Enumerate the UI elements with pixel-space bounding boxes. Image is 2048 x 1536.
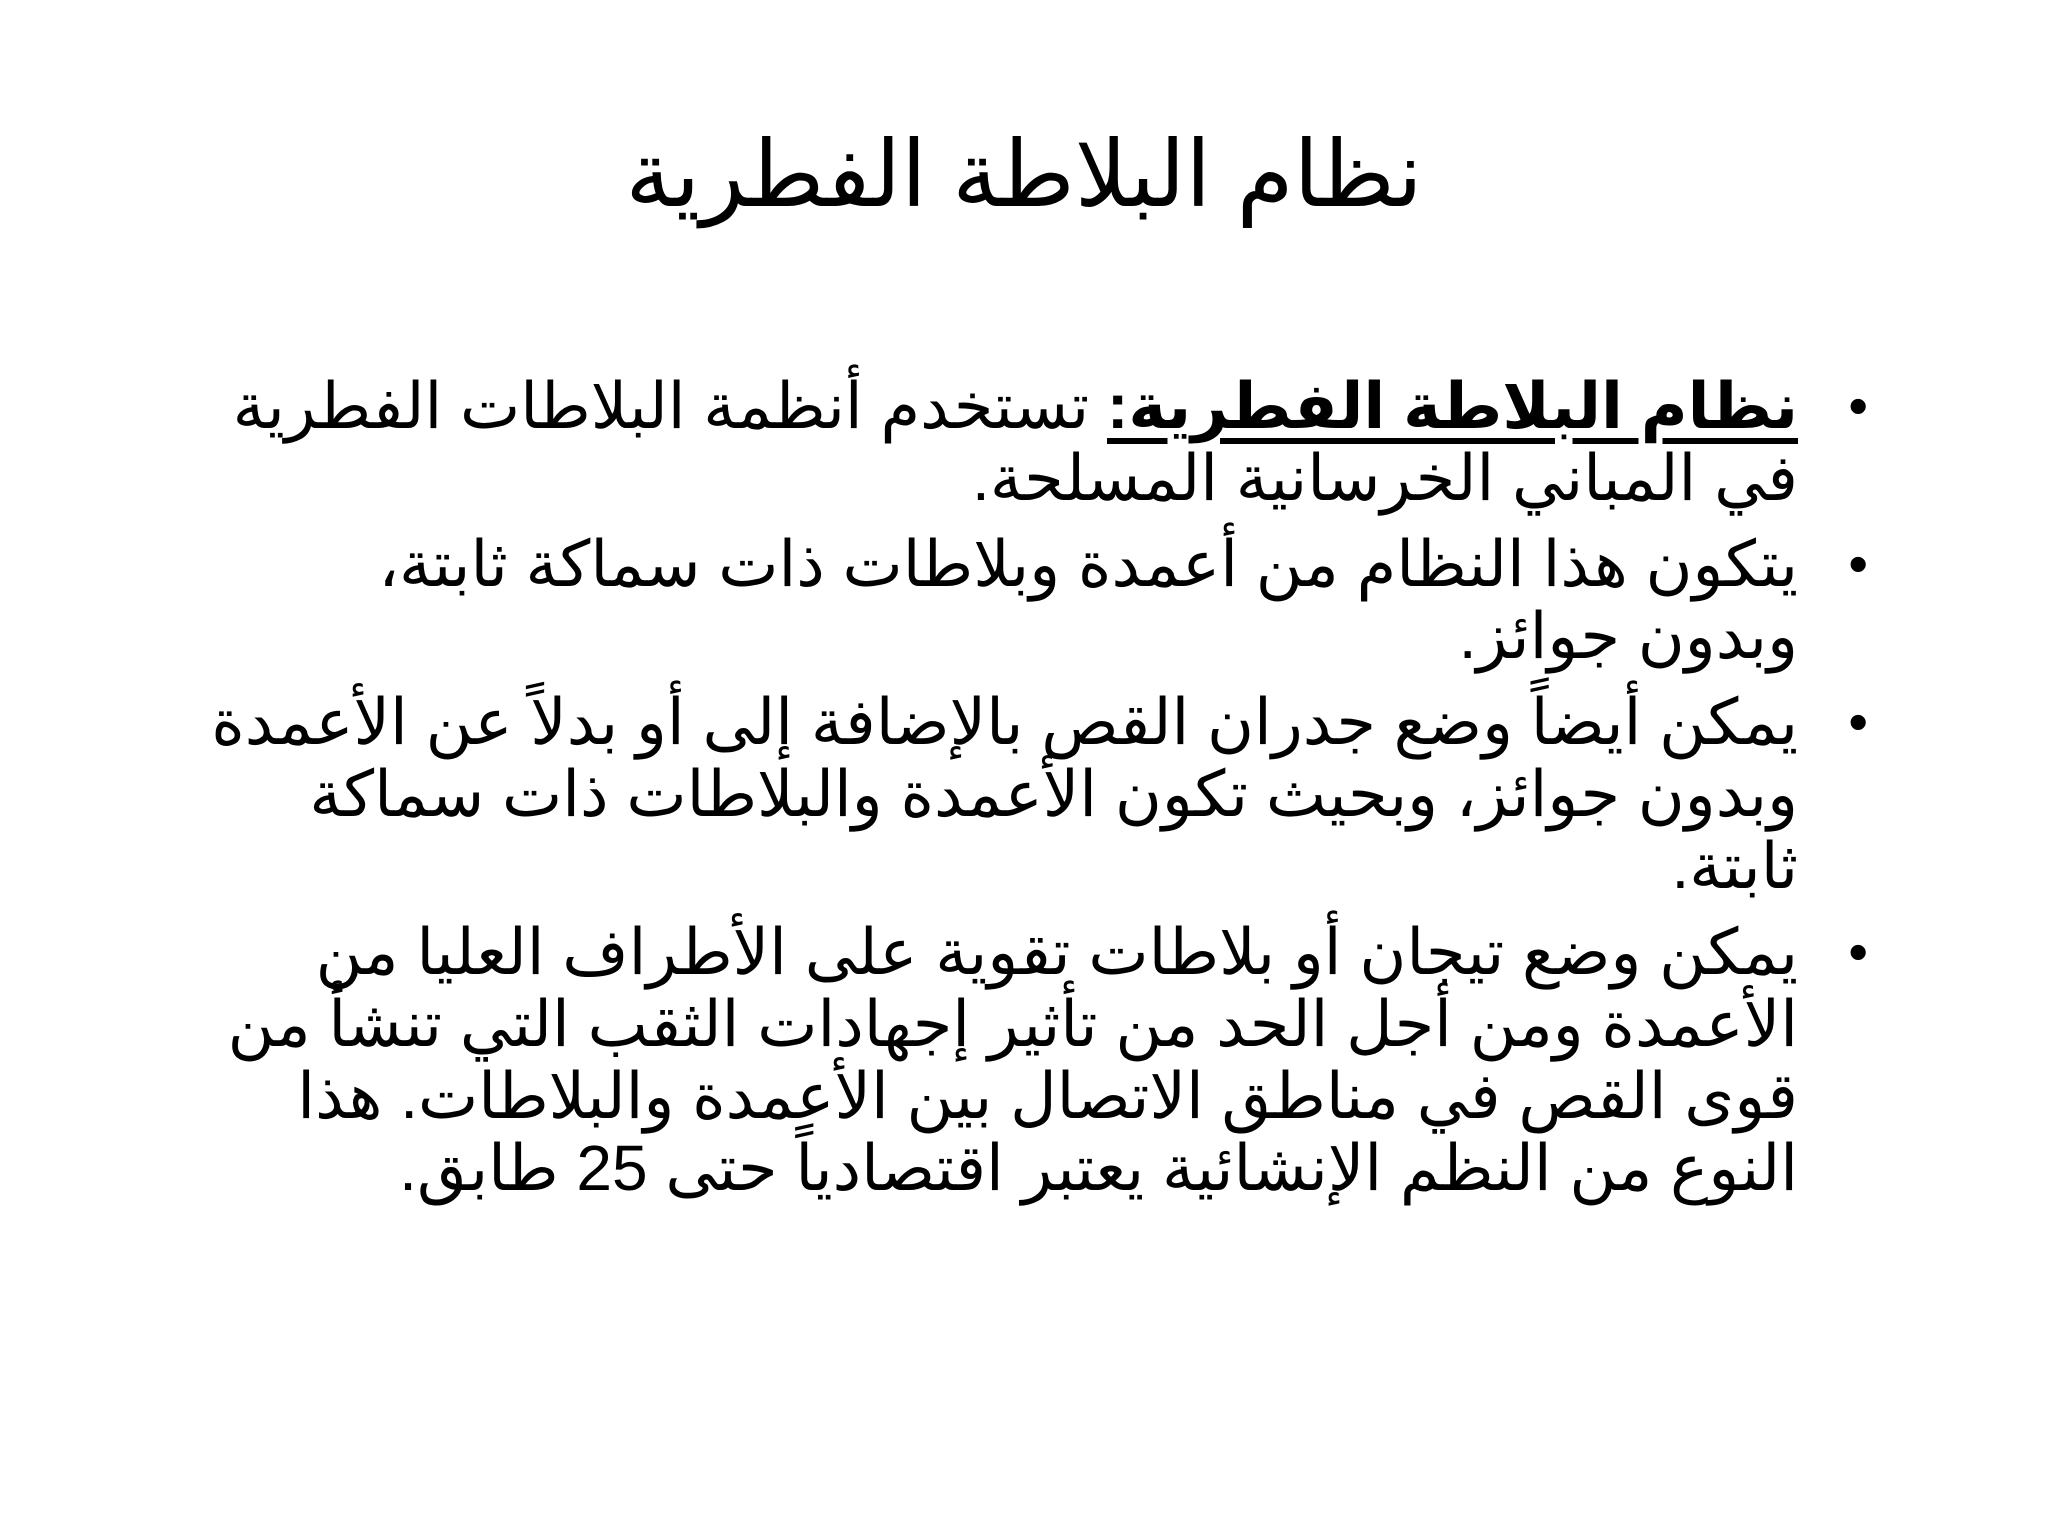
- bullet-text: تستخدم أنظمة البلاطات الفطرية في المباني الخرسانية المسلحة.: [232, 370, 1798, 514]
- bullet-item: [208, 916, 1868, 1204]
- term-label: نظام البلاطة الفطرية:: [1107, 370, 1798, 442]
- bullet-item: [208, 370, 1868, 514]
- bullet-icon: •: [1848, 690, 1868, 753]
- bullet-list: [208, 370, 1868, 1218]
- bullet-icon: •: [1848, 374, 1868, 437]
- bullet-icon: •: [1848, 920, 1868, 983]
- bullet-icon: •: [1848, 532, 1868, 595]
- bullet-item: [208, 528, 1868, 672]
- bullet-text: يتكون هذا النظام من أعمدة وبلاطات ذات سماكة ثابتة، وبدون جوائز.: [378, 528, 1798, 672]
- bullet-text: يمكن وضع تيجان أو بلاطات تقوية على الأطراف العليا من الأعمدة ومن أجل الحد من تأثير إجهادات الثقب التي تنشأ من قوى القص في مناطق الاتصال بين الأعمدة والبلاطات. هذا النوع من النظم الإنشائية يعتبر اقتصادياً حتى 25 طابق.: [227, 916, 1798, 1204]
- bullet-item: [208, 686, 1868, 902]
- slide-title: نظام البلاطة الفطرية: [625, 124, 1423, 226]
- bullet-text: يمكن أيضاً وضع جدران القص بالإضافة إلى أو بدلاً عن الأعمدة وبدون جوائز، وبحيث تكون الأعمدة والبلاطات ذات سماكة ثابتة.: [211, 686, 1798, 902]
